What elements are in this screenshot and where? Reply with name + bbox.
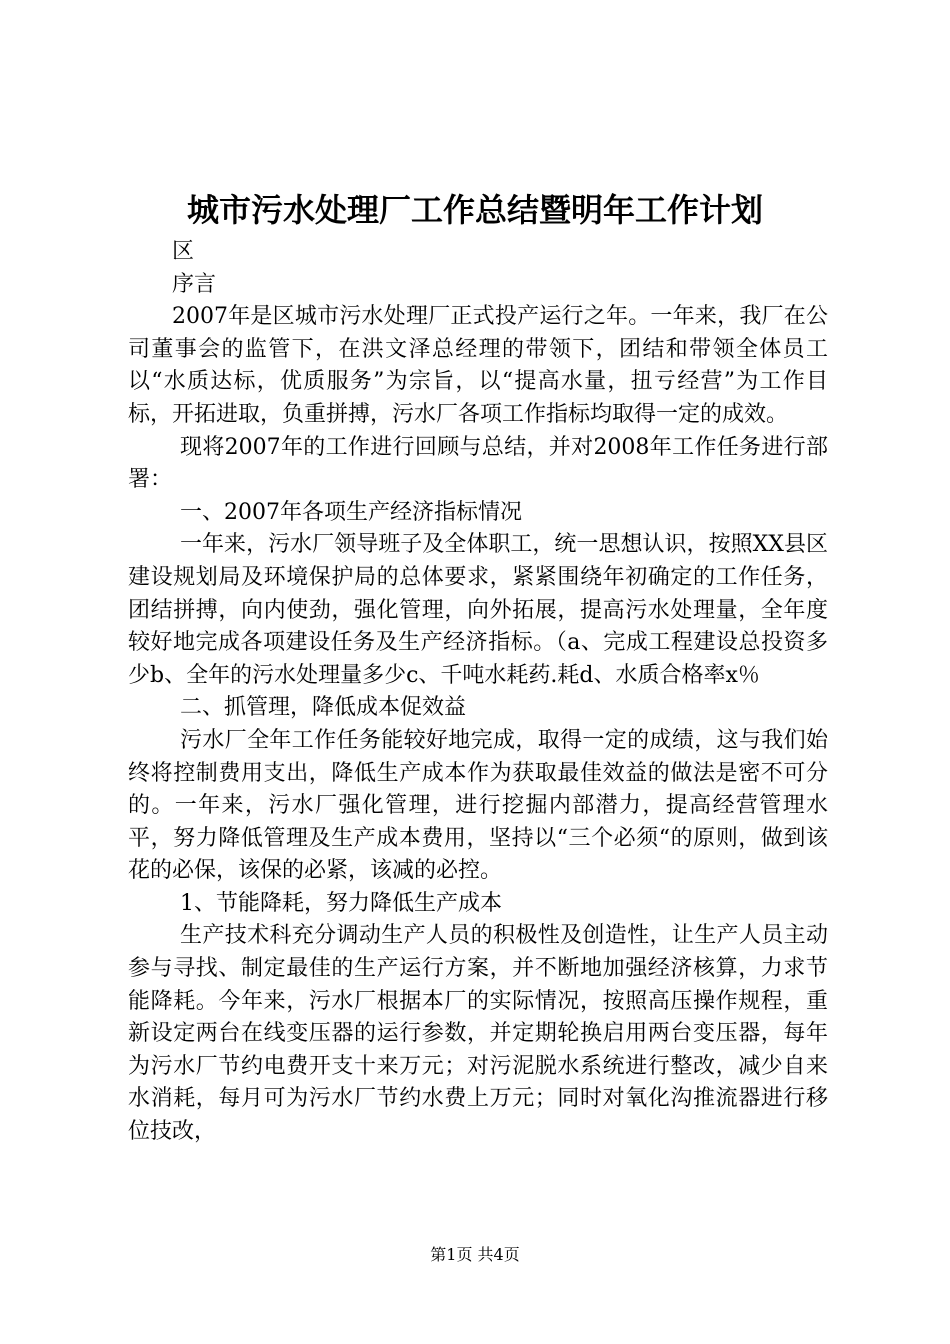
paragraph-indicators: 一年来，污水厂领导班子及全体职工，统一思想认识，按照XX县区建设规划局及环境保护局的总体要求，紧紧围绕年初确定的工作任务，团结拼搏，向内使劲，强化管理，向外拓展，提高污水处理量，全年度较好地完成各项建设任务及生产经济指标。（a、完成工程建设总投资多少b、全年的污水处理量多少c、千吨水耗药.耗d、水质合格率x％ [128,532,828,688]
paragraph-intro: 2007年是区城市污水处理厂正式投产运行之年。一年来，我厂在公司董事会的监管下，在洪文泽总经理的带领下，团结和带领全体员工以“水质达标，优质服务”为宗旨，以“提高水量，扭亏经营”为工作目标，开拓进取，负重拼搏，污水厂各项工作指标均取得一定的成效。 [128,304,828,427]
section-heading-management: 二、抓管理，降低成本促效益 [180,695,467,721]
paragraph-energy: 生产技术科充分调动生产人员的积极性及创造性，让生产人员主动参与寻找、制定最佳的生产运行方案，并不断地加强经济核算，力求节能降耗。今年来，污水厂根据本厂的实际情况，按照高压操作规程，重新设定两台在线变压器的运行参数，并定期轮换启用两台变压器，每年为污水厂节约电费开支十来万元；对污泥脱水系统进行整改，减少自来水消耗，每月可为污水厂节约水费上万元；同时对氧化沟推流器进行移位技改， [128,923,828,1145]
paragraph-management: 污水厂全年工作任务能较好地完成，取得一定的成绩，这与我们始终将控制费用支出，降低生产成本作为获取最佳效益的做法是密不可分的。一年来，污水厂强化管理，进行挖掘内部潜力，提高经营管理水平，努力降低管理及生产成本费用，坚持以“三个必须“的原则，做到该花的必保，该保的必紧，该减的必控。 [128,727,828,884]
paragraph-district: 区 [172,239,195,264]
document-title: 城市污水处理厂工作总结暨明年工作计划 [186,191,763,229]
subsection-heading-energy: 1、节能降耗，努力降低生产成本 [180,890,502,916]
paragraph-preface-heading: 序言 [172,271,217,297]
page-footer: 第1页 共4页 [430,1245,520,1264]
section-heading-indicators: 一、2007年各项生产经济指标情况 [180,499,522,525]
document-body [128,236,828,1149]
paragraph-review-note: 现将2007年的工作进行回顾与总结，并对2008年工作任务进行部署： [128,434,828,493]
